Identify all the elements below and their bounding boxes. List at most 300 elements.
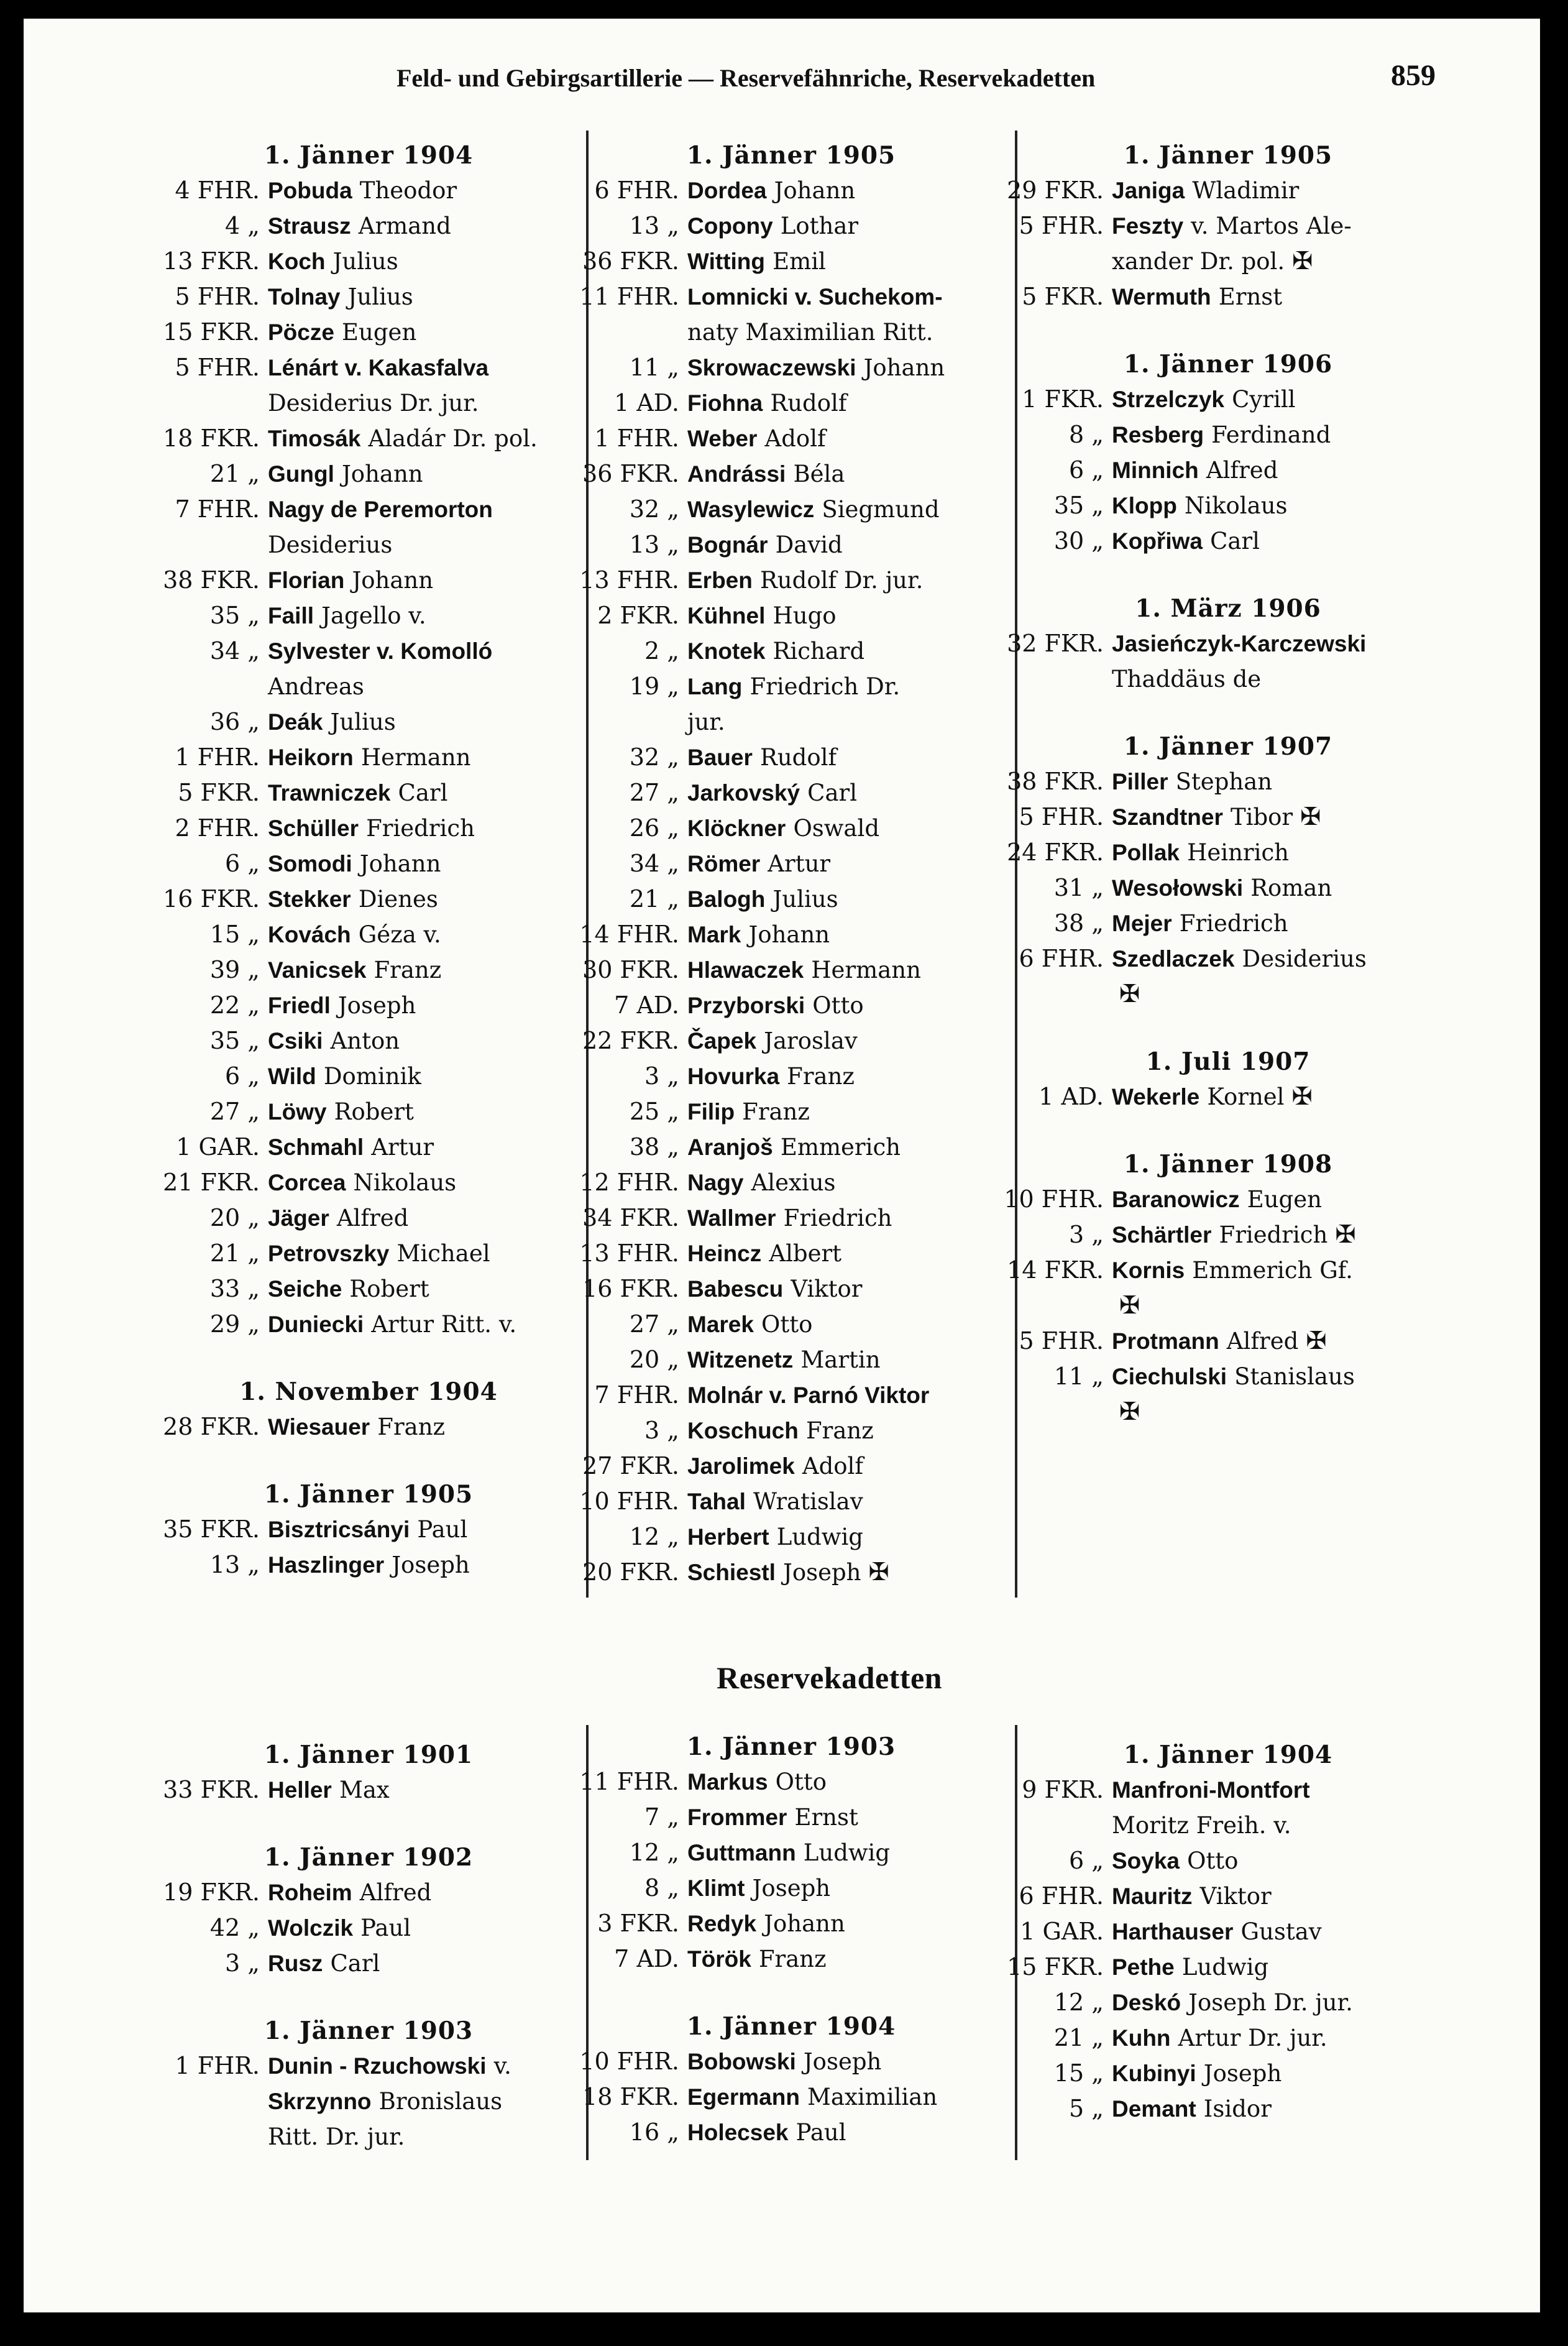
entry-text	[268, 633, 492, 669]
given-name: Cyrill	[1232, 386, 1296, 413]
surname: Copony	[687, 213, 773, 239]
group-spacer	[998, 315, 1458, 347]
given-name: Michael	[397, 1240, 490, 1267]
surname: Somodi	[268, 851, 352, 876]
unit-label: 12 „	[629, 1523, 679, 1550]
list-item	[154, 1094, 583, 1129]
unit-label: 33 FKR.	[163, 1776, 260, 1803]
surname: Deák	[268, 709, 323, 735]
entry-text	[687, 775, 857, 811]
unit-label: 6 FHR.	[1019, 945, 1104, 972]
list-item	[574, 208, 1009, 244]
surname: Lomnicki v. Suchekom-	[687, 284, 943, 310]
list-item	[998, 626, 1458, 661]
list-item	[154, 1875, 583, 1910]
unit-label: 7 AD.	[614, 1945, 679, 1972]
unit-label: 38 „	[629, 1133, 679, 1161]
list-item	[998, 1772, 1458, 1808]
surname: Hovurka	[687, 1064, 780, 1089]
surname: Protmann	[1112, 1328, 1219, 1354]
unit-label: 32 FKR.	[1007, 630, 1104, 657]
given-name: Artur	[768, 850, 831, 877]
list-item	[154, 633, 583, 669]
surname: Mauritz	[1112, 1884, 1193, 1909]
entry-text	[268, 244, 398, 279]
unit-label: 13 „	[209, 1551, 260, 1578]
list-item	[998, 941, 1458, 977]
entry-text	[1112, 208, 1352, 244]
unit-label: 20 „	[209, 1204, 260, 1231]
surname: Duniecki	[268, 1312, 364, 1337]
unit-label: 25 „	[629, 1098, 679, 1125]
unit-label: 11 „	[629, 354, 679, 381]
unit-label: 2 „	[644, 637, 679, 665]
surname: Schmahl	[268, 1134, 364, 1160]
entry-text	[268, 1236, 490, 1271]
surname: Trawniczek	[268, 780, 391, 806]
surname: Wesołowski	[1112, 875, 1244, 901]
given-name: Ludwig	[803, 1839, 891, 1866]
entry-text	[687, 1555, 889, 1590]
surname: Corcea	[268, 1170, 346, 1195]
unit-label: 38 FKR.	[163, 566, 260, 594]
given-name: Dominik	[323, 1063, 421, 1090]
given-name: Johann	[748, 921, 830, 948]
group-spacer	[998, 1012, 1458, 1044]
entry-text	[268, 385, 479, 421]
list-item	[998, 453, 1458, 488]
surname: Schüller	[268, 816, 359, 841]
list-item	[574, 1800, 1009, 1835]
entry-text	[687, 846, 830, 881]
surname: Čapek	[687, 1028, 757, 1054]
list-item	[154, 1236, 583, 1271]
entry-text	[1112, 870, 1332, 906]
date-heading: 1. Jänner 1902	[264, 1843, 474, 1872]
given-name: Julius	[332, 248, 398, 275]
list-item	[154, 598, 583, 633]
unit-label: 2 FHR.	[175, 814, 260, 842]
surname: Strausz	[268, 213, 351, 239]
entry-text	[268, 775, 447, 811]
given-name: Heinrich	[1187, 839, 1289, 866]
unit-label: 13 FKR.	[163, 247, 260, 275]
list-item	[998, 279, 1458, 315]
surname: Jarkovský	[687, 780, 800, 806]
list-item	[154, 173, 583, 208]
given-name: Adolf	[802, 1453, 864, 1479]
entry-text	[687, 2115, 846, 2150]
surname: Marek	[687, 1312, 754, 1337]
entry-text	[687, 988, 864, 1023]
entry-text	[268, 1129, 434, 1165]
date-heading: 1. Jänner 1907	[1123, 732, 1333, 761]
surname: Seiche	[268, 1276, 342, 1302]
surname: Haszlinger	[268, 1552, 385, 1578]
entry-text	[687, 279, 943, 315]
unit-label: 12 „	[629, 1839, 679, 1866]
list-item	[154, 2084, 583, 2119]
given-name: Emmerich	[780, 1134, 901, 1161]
list-item	[998, 1323, 1458, 1359]
list-item	[574, 598, 1009, 633]
list-item	[574, 2115, 1009, 2150]
surname: Lang	[687, 674, 743, 699]
list-item	[574, 2044, 1009, 2079]
surname: Bisztricsányi	[268, 1517, 410, 1542]
surname: Nagy de Peremorton	[268, 497, 493, 522]
unit-label: 16 „	[629, 2118, 679, 2146]
given-name: Carl	[1210, 528, 1260, 554]
entry-text	[687, 1378, 929, 1413]
date-heading: 1. März 1906	[1135, 594, 1321, 623]
entry-text	[687, 1519, 863, 1555]
entry-text	[687, 208, 858, 244]
list-item	[154, 563, 583, 598]
surname: Schiestl	[687, 1560, 776, 1585]
list-item	[154, 669, 583, 704]
unit-label: 5 FHR.	[1019, 212, 1104, 239]
list-item	[574, 704, 1009, 740]
entry-text	[268, 669, 364, 704]
date-heading: 1. Jänner 1905	[686, 141, 896, 170]
date-heading: 1. Jänner 1901	[264, 1741, 474, 1769]
entry-text	[1112, 941, 1367, 977]
list-item	[574, 421, 1009, 456]
surname: Kühnel	[687, 603, 766, 628]
entry-text	[687, 1129, 901, 1165]
surname: Vanicsek	[268, 957, 367, 983]
entry-text	[268, 527, 392, 563]
surname: Kopřiwa	[1112, 528, 1203, 554]
list-item	[998, 1217, 1458, 1253]
entry-text	[687, 1059, 855, 1094]
entry-text	[1112, 2091, 1272, 2127]
given-name: Desiderius	[1242, 945, 1367, 972]
entry-text	[687, 633, 864, 669]
surname: Feszty	[1112, 213, 1184, 239]
list-item	[998, 2091, 1458, 2127]
surname: Timosák	[268, 426, 361, 451]
cross-icon: ✠	[1300, 803, 1321, 831]
list-item	[998, 173, 1458, 208]
given-name: Aladár Dr. pol.	[368, 425, 538, 452]
surname: Holecsek	[687, 2120, 789, 2145]
unit-label: 14 FKR.	[1007, 1256, 1104, 1284]
unit-label: 30 FKR.	[582, 956, 679, 983]
surname: Skrzynno	[268, 2089, 372, 2114]
given-name: Tibor	[1230, 804, 1293, 830]
unit-label: 34 „	[629, 850, 679, 877]
entry-text	[687, 527, 843, 563]
unit-label: 3 „	[644, 1062, 679, 1090]
unit-label: 9 FKR.	[1022, 1776, 1104, 1803]
list-item	[574, 1413, 1009, 1448]
surname: Kuhn	[1112, 2025, 1171, 2051]
entry-text	[687, 952, 921, 988]
entry-text	[268, 1307, 516, 1342]
given-name: Hermann	[360, 744, 471, 771]
given-name: Franz	[742, 1098, 810, 1125]
entry-text	[1112, 1914, 1322, 1949]
list-item	[998, 906, 1458, 941]
entry-text	[1112, 1394, 1140, 1430]
surname: Heller	[268, 1777, 332, 1803]
surname: Wallmer	[687, 1205, 776, 1231]
entry-text	[1112, 279, 1282, 315]
given-name: Johann	[863, 354, 945, 381]
date-heading: 1. Juli 1907	[1145, 1047, 1311, 1076]
cross-icon: ✠	[1119, 1291, 1140, 1320]
list-item	[998, 208, 1458, 244]
unit-label: 2 FKR.	[597, 602, 679, 629]
list-item	[574, 1165, 1009, 1200]
unit-label: 21 „	[209, 1240, 260, 1267]
unit-label: 34 FKR.	[582, 1204, 679, 1231]
given-name: David	[775, 531, 843, 558]
surname: Sylvester v. Komolló	[268, 638, 493, 664]
list-item	[998, 523, 1458, 559]
unit-label: 36 FKR.	[582, 460, 679, 487]
entry-text	[687, 669, 900, 704]
entry-text	[687, 1307, 812, 1342]
unit-label: 1 FHR.	[594, 425, 679, 452]
list-item	[154, 456, 583, 492]
bottom-column-2	[574, 1729, 1009, 2150]
list-item	[574, 1023, 1009, 1059]
surname: Frommer	[687, 1805, 787, 1830]
entry-text	[268, 279, 413, 315]
unit-label: 3 FKR.	[597, 1910, 679, 1937]
list-item	[574, 1236, 1009, 1271]
unit-label: 29 FKR.	[1007, 177, 1104, 204]
given-name: Johann	[341, 461, 423, 487]
given-name: Nikolaus	[1184, 492, 1288, 519]
list-item	[574, 527, 1009, 563]
surname: Ciechulski	[1112, 1364, 1227, 1389]
surname: Deskó	[1112, 1990, 1181, 2015]
list-item	[574, 244, 1009, 279]
entry-text	[687, 563, 923, 598]
entry-text	[687, 2079, 937, 2115]
list-item	[998, 1253, 1458, 1288]
given-name: Moritz Freih. v.	[1112, 1812, 1291, 1839]
surname: Löwy	[268, 1099, 327, 1125]
list-item	[574, 952, 1009, 988]
unit-label: 6 „	[1069, 1847, 1104, 1874]
given-name: Paul	[417, 1516, 468, 1543]
list-item	[998, 1359, 1458, 1394]
surname: Weber	[687, 426, 758, 451]
given-name: Martin	[800, 1346, 881, 1373]
entry-text	[687, 1271, 862, 1307]
given-name: Julius	[773, 886, 838, 913]
list-item	[574, 633, 1009, 669]
entry-text	[268, 492, 493, 527]
unit-label: 21 „	[629, 885, 679, 913]
surname: Balogh	[687, 886, 766, 912]
surname: Kornis	[1112, 1258, 1185, 1283]
given-name: Andreas	[268, 673, 364, 700]
unit-label: 1 FKR.	[1022, 385, 1104, 413]
unit-label: 10 FHR.	[1004, 1185, 1104, 1213]
entry-text	[268, 1512, 467, 1547]
list-item	[154, 1200, 583, 1236]
unit-label: 12 „	[1053, 1989, 1104, 2016]
surname: Strzelczyk	[1112, 387, 1224, 412]
given-name: Joseph	[1203, 2060, 1282, 2087]
entry-text	[1112, 661, 1261, 697]
unit-label: 7 FHR.	[594, 1381, 679, 1409]
list-item	[574, 1059, 1009, 1094]
surname: Dunin - Rzuchowski	[268, 2053, 487, 2079]
unit-label: 32 „	[629, 743, 679, 771]
unit-label: 1 FHR.	[175, 743, 260, 771]
list-item	[154, 421, 583, 456]
given-name: Carl	[398, 780, 448, 806]
entry-text	[687, 917, 830, 952]
unit-label: 11 FHR.	[579, 1768, 679, 1795]
entry-text	[687, 1342, 881, 1378]
list-item	[574, 1094, 1009, 1129]
entry-text	[268, 740, 471, 775]
unit-label: 39 „	[209, 956, 260, 983]
unit-label: 18 FKR.	[582, 2083, 679, 2110]
entry-text	[1112, 1323, 1327, 1359]
given-name: Friedrich	[366, 815, 475, 842]
entry-text	[268, 421, 538, 456]
entry-text	[1112, 244, 1313, 279]
unit-label: 1 GAR.	[176, 1133, 260, 1161]
list-item	[574, 1870, 1009, 1906]
list-item	[998, 764, 1458, 799]
entry-text	[687, 1165, 836, 1200]
unit-label: 27 FKR.	[582, 1452, 679, 1479]
surname: Babescu	[687, 1276, 784, 1302]
list-item	[574, 2079, 1009, 2115]
surname: Wolczik	[268, 1915, 354, 1941]
given-name: Joseph	[752, 1875, 831, 1902]
surname: Wild	[268, 1064, 316, 1089]
given-name: Franz	[787, 1063, 855, 1090]
surname: Faill	[268, 603, 314, 628]
unit-label: 38 FKR.	[1007, 768, 1104, 795]
given-name: Johann	[359, 850, 441, 877]
list-item	[154, 279, 583, 315]
entry-text	[1112, 488, 1288, 523]
given-name: Franz	[758, 1946, 827, 1972]
unit-label: 13 FHR.	[579, 566, 679, 594]
unit-label: 22 FKR.	[582, 1027, 679, 1054]
unit-label: 3 „	[1069, 1221, 1104, 1248]
given-name: Wladimir	[1192, 177, 1300, 204]
list-item	[998, 835, 1458, 870]
unit-label: 15 „	[1053, 2059, 1104, 2087]
list-item	[574, 1448, 1009, 1484]
unit-label: 21 FKR.	[163, 1169, 260, 1196]
entry-text	[1112, 1808, 1291, 1843]
unit-label: 7 FHR.	[175, 495, 260, 523]
group-spacer	[154, 1445, 583, 1477]
unit-label: 27 „	[629, 779, 679, 806]
unit-label: 5 „	[1069, 2095, 1104, 2122]
surname: Herbert	[687, 1524, 769, 1550]
given-name: Ernst	[1218, 283, 1283, 310]
group-spacer	[154, 1342, 583, 1374]
unit-label: 16 FKR.	[163, 885, 260, 913]
entry-text	[687, 704, 725, 740]
given-name: Johann	[774, 177, 856, 204]
entry-text	[268, 881, 438, 917]
given-name: Joseph	[783, 1559, 861, 1586]
given-name: Artur Dr. jur.	[1178, 2025, 1327, 2051]
entry-text	[1112, 1182, 1322, 1217]
given-name: Franz	[374, 957, 442, 983]
surname: Skrowaczewski	[687, 355, 856, 380]
unit-label: 35 „	[209, 602, 260, 629]
list-item	[998, 1985, 1458, 2020]
given-name: Franz	[377, 1414, 446, 1440]
list-item	[998, 2020, 1458, 2056]
entry-text	[1112, 764, 1272, 799]
list-item	[154, 350, 583, 385]
cross-icon: ✠	[1119, 980, 1140, 1008]
entry-text	[268, 988, 416, 1023]
given-name: Emmerich Gf.	[1192, 1257, 1353, 1284]
list-item	[574, 811, 1009, 846]
given-name: Viktor	[1199, 1883, 1272, 1910]
list-item	[574, 988, 1009, 1023]
list-item	[574, 563, 1009, 598]
list-item	[998, 870, 1458, 906]
surname: Koch	[268, 249, 326, 274]
entry-text	[687, 1835, 890, 1870]
cross-icon: ✠	[868, 1558, 890, 1586]
surname: Manfroni-Montfort	[1112, 1777, 1310, 1803]
unit-label: 27 „	[209, 1098, 260, 1125]
entry-text	[268, 315, 416, 350]
given-name: Armand	[358, 213, 451, 239]
given-name: Robert	[334, 1098, 414, 1125]
list-item	[574, 1271, 1009, 1307]
unit-label: 32 „	[629, 495, 679, 523]
unit-label: 13 FHR.	[579, 1240, 679, 1267]
list-item	[154, 846, 583, 881]
entry-text	[1112, 1079, 1313, 1115]
unit-label: 5 FKR.	[178, 779, 260, 806]
given-name: Albert	[769, 1240, 842, 1267]
given-name: Otto	[761, 1311, 813, 1338]
surname: Filip	[687, 1099, 735, 1125]
entry-text	[687, 350, 945, 385]
surname: Pethe	[1112, 1954, 1175, 1980]
surname: Koschuch	[687, 1418, 799, 1443]
cross-icon: ✠	[1291, 1082, 1313, 1111]
surname: Redyk	[687, 1911, 757, 1936]
group-spacer	[998, 1115, 1458, 1147]
entry-text	[268, 811, 475, 846]
entry-text	[687, 1906, 845, 1941]
unit-label: 10 FHR.	[579, 1488, 679, 1515]
given-name: Otto	[812, 992, 864, 1019]
given-name: Eugen	[342, 319, 417, 346]
list-item	[998, 799, 1458, 835]
entry-text	[268, 563, 433, 598]
given-name: Eugen	[1247, 1186, 1322, 1213]
given-name: Franz	[805, 1417, 874, 1444]
surname: Petrovszky	[268, 1241, 390, 1266]
unit-label: 27 „	[629, 1310, 679, 1338]
